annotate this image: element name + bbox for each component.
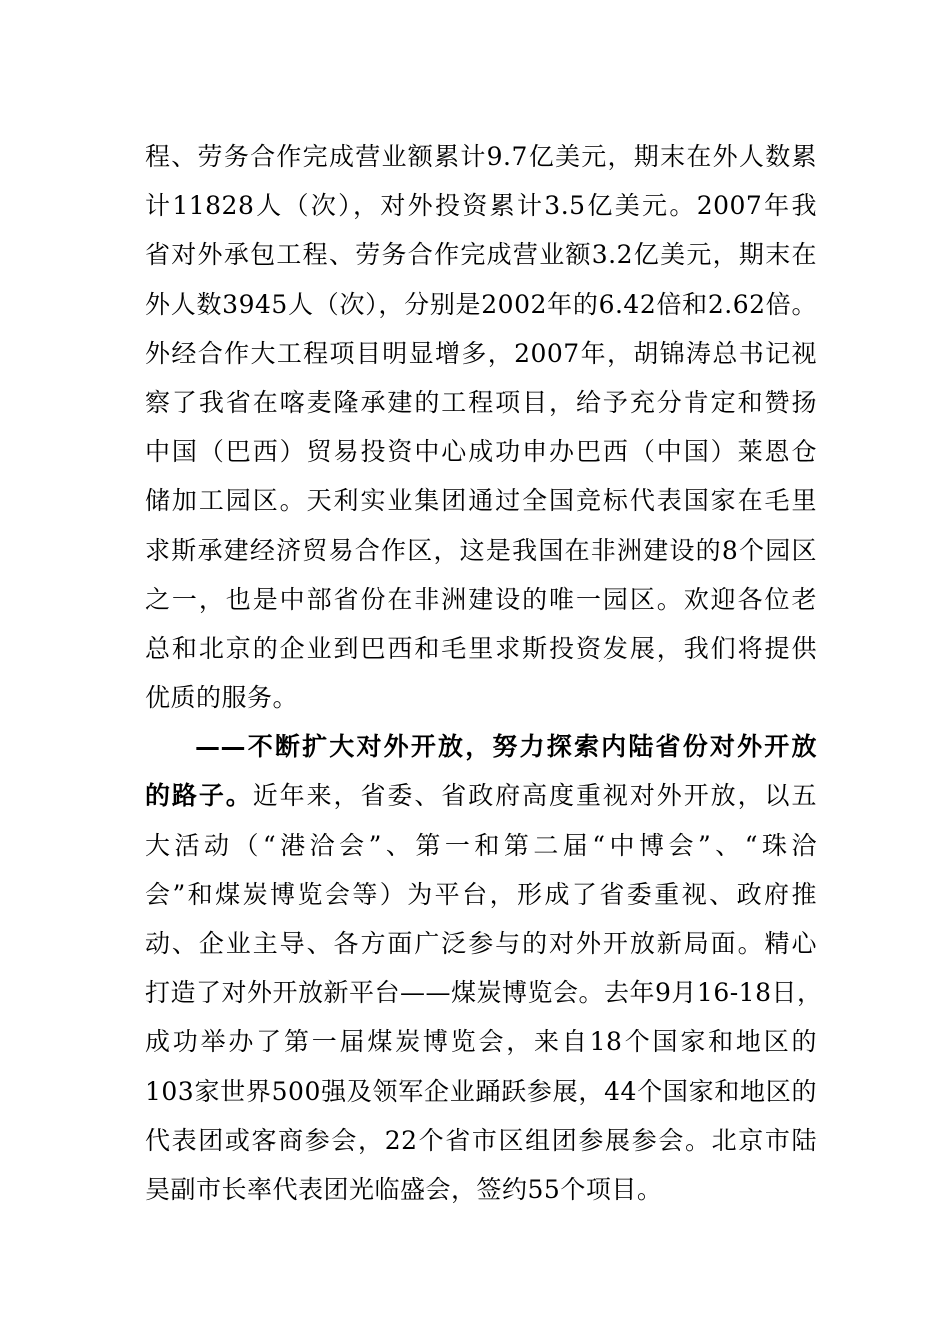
text-run: 代表团或客商参会，22个省市区组团参展参会。北京市陆 xyxy=(145,1125,817,1155)
bold-text-run: 的路子。 xyxy=(145,781,253,811)
body-text xyxy=(145,132,823,1214)
text-line xyxy=(145,1165,817,1214)
text-run: 103家世界500强及领军企业踊跃参展，44个国家和地区的 xyxy=(145,1076,817,1106)
text-line xyxy=(145,821,817,870)
text-line xyxy=(145,526,817,575)
text-run: 储加工园区。天利实业集团通过全国竞标代表国家在毛里 xyxy=(145,486,817,516)
text-run: 优质的服务。 xyxy=(145,683,299,713)
text-run: 外人数3945人（次），分别是2002年的6.42倍和2.62倍。 xyxy=(145,289,817,319)
text-run: 之一，也是中部省份在非洲建设的唯一园区。欢迎各位老 xyxy=(145,584,817,614)
text-line xyxy=(145,624,817,673)
text-run: 近年来，省委、省政府高度重视对外开放，以五 xyxy=(252,781,817,811)
text-line xyxy=(145,1116,817,1165)
text-run: 成功举办了第一届煤炭博览会，来自18个国家和地区的 xyxy=(145,1027,817,1057)
text-line xyxy=(145,771,817,820)
text-run: 省对外承包工程、劳务合作完成营业额3.2亿美元，期末在 xyxy=(145,240,817,270)
text-run: 会”和煤炭博览会等）为平台，形成了省委重视、政府推 xyxy=(145,879,817,909)
text-line xyxy=(145,575,817,624)
text-run: 察了我省在喀麦隆承建的工程项目，给予充分肯定和赞扬 xyxy=(145,387,817,417)
text-line xyxy=(145,968,823,1017)
text-line xyxy=(145,1017,817,1066)
text-line xyxy=(145,1067,817,1116)
text-run: 外经合作大工程项目明显增多，2007年，胡锦涛总书记视 xyxy=(145,338,817,368)
text-line xyxy=(145,870,817,919)
text-run: 大活动（“港洽会”、第一和第二届“中博会”、“珠洽 xyxy=(145,830,817,860)
text-run: 计11828人（次），对外投资累计3.5亿美元。2007年我 xyxy=(145,191,817,221)
text-line xyxy=(145,329,817,378)
text-line xyxy=(145,476,817,525)
text-run: 总和北京的企业到巴西和毛里求斯投资发展，我们将提供 xyxy=(145,633,817,663)
text-run: 动、企业主导、各方面广泛参与的对外开放新局面。精心 xyxy=(145,929,817,958)
text-line xyxy=(145,378,817,427)
bold-text-run: ——不断扩大对外开放，努力探索内陆省份对外开放 xyxy=(195,732,817,762)
text-line xyxy=(145,132,817,181)
text-run: 程、劳务合作完成营业额累计9.7亿美元，期末在外人数累 xyxy=(145,142,817,171)
text-run: 昊副市长率代表团光临盛会，签约55个项目。 xyxy=(145,1174,663,1204)
text-line xyxy=(145,230,817,279)
text-line xyxy=(145,427,817,476)
text-run: 求斯承建经济贸易合作区，这是我国在非洲建设的8个园区 xyxy=(145,535,817,565)
text-run: 中国（巴西）贸易投资中心成功申办巴西（中国）莱恩仓 xyxy=(145,437,817,467)
text-line xyxy=(145,181,817,230)
text-line xyxy=(145,673,817,722)
text-line xyxy=(145,280,817,329)
text-line xyxy=(145,722,817,771)
text-run: 打造了对外开放新平台——煤炭博览会。去年9月16-18日， xyxy=(145,978,823,1008)
text-line xyxy=(145,919,817,968)
